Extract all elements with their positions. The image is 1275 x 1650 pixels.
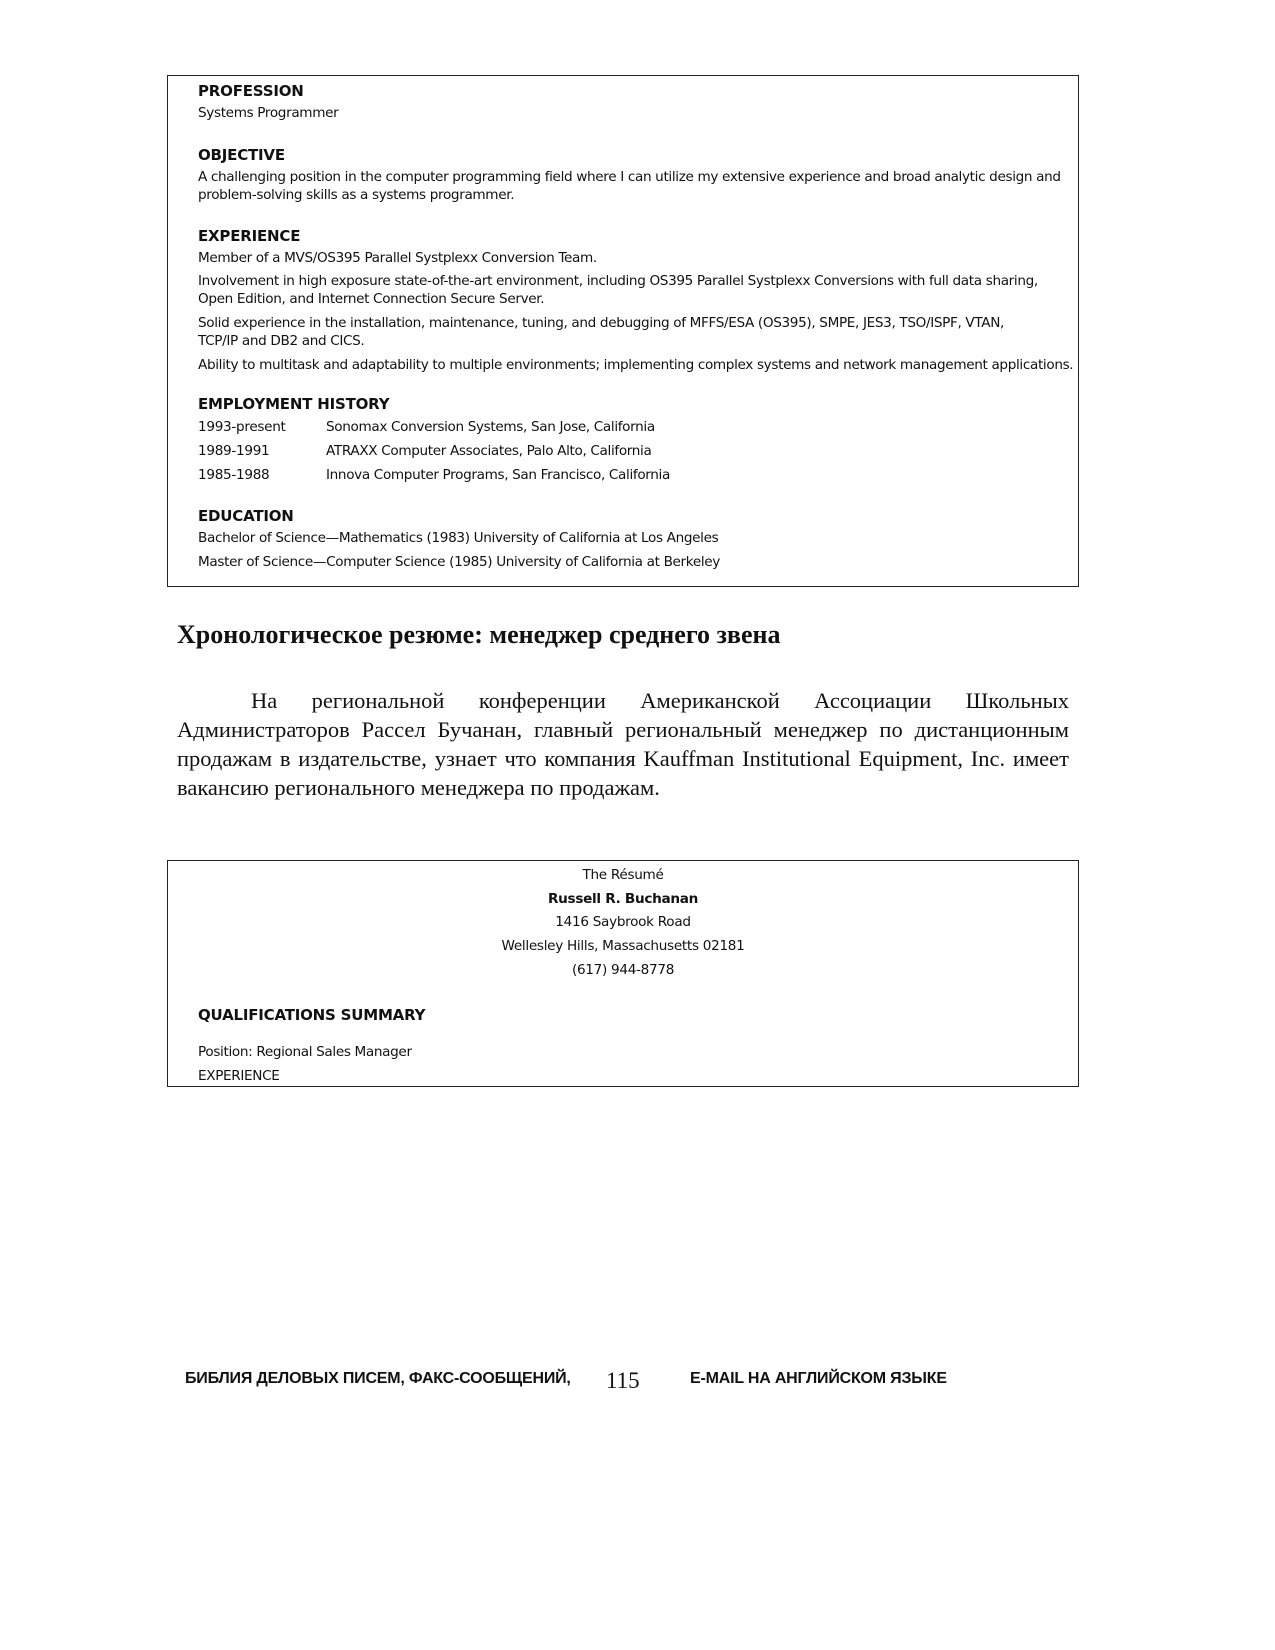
objective-line: A challenging position in the computer programming field where I can utilize my extensive experience and broad analytic design and xyxy=(198,169,1061,185)
experience-item-continued: Open Edition, and Internet Connection Secure Server. xyxy=(198,291,545,307)
education-heading: EDUCATION xyxy=(198,507,294,525)
experience-heading: EXPERIENCE xyxy=(198,227,301,245)
intro-paragraph: На региональной конференции Американской Ассоциации Школьных Администраторов Рассел Бучанан, главный региональный менеджер по дистанционным продажам в издательстве, узнает что компания Kauffman Institutional Equipment, Inc. имеет вакансию регионального менеджера по продажам. xyxy=(177,688,1069,800)
education-line: Bachelor of Science—Mathematics (1983) University of California at Los Angeles xyxy=(198,530,719,546)
footer-book-subtitle: E-MAIL НА АНГЛИЙСКОМ ЯЗЫКЕ xyxy=(690,1370,947,1387)
footer-book-title: БИБЛИЯ ДЕЛОВЫХ ПИСЕМ, ФАКС-СООБЩЕНИЙ, xyxy=(185,1370,571,1387)
profession-text: Systems Programmer xyxy=(198,105,339,121)
employment-company: Innova Computer Programs, San Francisco, California xyxy=(326,467,670,483)
objective-line: problem-solving skills as a systems programmer. xyxy=(198,187,515,203)
candidate-name: Russell R. Buchanan xyxy=(548,891,698,907)
experience-item: Involvement in high exposure state-of-the-art environment, including OS395 Parallel Systplexx Conversions with full data sharing, xyxy=(198,273,1038,289)
employment-years: 1993-present xyxy=(198,419,286,435)
experience-item: Solid experience in the installation, maintenance, tuning, and debugging of MFFS/ESA (OS395), SMPE, JES3, TSO/ISPF, VTAN, xyxy=(198,315,1004,331)
employment-years: 1985-1988 xyxy=(198,467,270,483)
employment-history-heading: EMPLOYMENT HISTORY xyxy=(198,395,390,413)
resume-box-systems-programmer xyxy=(167,75,1079,587)
employment-company: ATRAXX Computer Associates, Palo Alto, California xyxy=(326,443,652,459)
employment-company: Sonomax Conversion Systems, San Jose, California xyxy=(326,419,655,435)
profession-heading: PROFESSION xyxy=(198,82,304,100)
experience-item: Member of a MVS/OS395 Parallel Systplexx Conversion Team. xyxy=(198,250,597,266)
experience-item-continued: TCP/IP and DB2 and CICS. xyxy=(198,333,365,349)
address-line: Wellesley Hills, Massachusetts 02181 xyxy=(501,938,745,954)
resume-caption: The Résumé xyxy=(582,867,664,883)
education-line: Master of Science—Computer Science (1985) University of California at Berkeley xyxy=(198,554,720,570)
objective-heading: OBJECTIVE xyxy=(198,146,285,164)
resume-box-sales-manager xyxy=(167,860,1079,1087)
experience-label: EXPERIENCE xyxy=(198,1068,280,1084)
employment-years: 1989-1991 xyxy=(198,443,270,459)
position-line: Position: Regional Sales Manager xyxy=(198,1044,412,1060)
section-heading: Хронологическое резюме: менеджер среднего звена xyxy=(177,620,781,649)
experience-item: Ability to multitask and adaptability to multiple environments; implementing complex systems and network management applications. xyxy=(198,357,1074,373)
qualifications-heading: QUALIFICATIONS SUMMARY xyxy=(198,1006,426,1024)
page-number: 115 xyxy=(606,1368,640,1393)
phone-number: (617) 944-8778 xyxy=(571,962,675,978)
address-line: 1416 Saybrook Road xyxy=(555,914,691,930)
